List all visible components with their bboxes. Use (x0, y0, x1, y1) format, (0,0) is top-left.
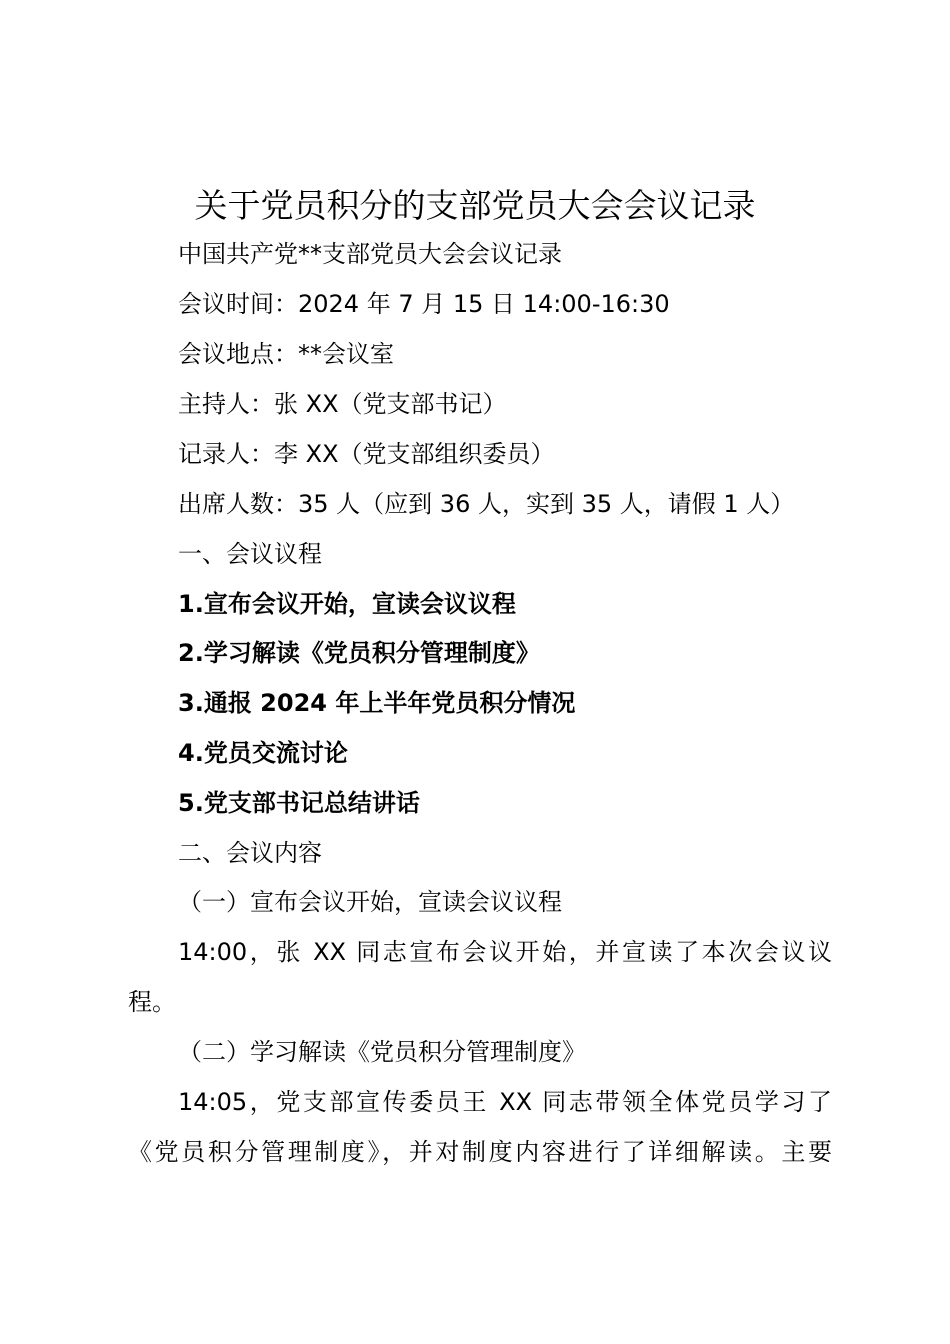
agenda-item: 1.宣布会议开始，宣读会议议程 (178, 590, 516, 618)
section-heading-agenda: 一、会议议程 (178, 540, 322, 568)
attendance-line: 出席人数：35 人（应到 36 人，实到 35 人，请假 1 人） (178, 490, 795, 518)
subsection-heading: （二）学习解读《党员积分管理制度》 (178, 1038, 586, 1066)
meeting-time-line: 会议时间：2024 年 7 月 15 日 14:00-16:30 (178, 290, 670, 318)
party-branch-line: 中国共产党**支部党员大会会议记录 (178, 240, 562, 268)
agenda-item: 5.党支部书记总结讲话 (178, 789, 420, 817)
host-line: 主持人：张 XX（党支部书记） (178, 390, 507, 418)
subsection-heading: （一）宣布会议开始，宣读会议议程 (178, 888, 562, 916)
paragraph-line: 程。 (128, 988, 176, 1016)
recorder-line: 记录人：李 XX（党支部组织委员） (178, 440, 555, 468)
agenda-item: 3.通报 2024 年上半年党员积分情况 (178, 689, 576, 717)
meeting-location-line: 会议地点：**会议室 (178, 340, 394, 368)
paragraph-line: 14:05，党支部宣传委员王 XX 同志带领全体党员学习了 (178, 1088, 832, 1116)
paragraph-line: 《党员积分管理制度》，并对制度内容进行了详细解读。主要 (128, 1138, 832, 1166)
section-heading-content: 二、会议内容 (178, 839, 322, 867)
document-title: 关于党员积分的支部党员大会会议记录 (194, 186, 756, 225)
agenda-item: 2.学习解读《党员积分管理制度》 (178, 639, 540, 667)
paragraph-line: 14:00，张 XX 同志宣布会议开始，并宣读了本次会议议 (178, 938, 832, 966)
agenda-item: 4.党员交流讨论 (178, 739, 348, 767)
